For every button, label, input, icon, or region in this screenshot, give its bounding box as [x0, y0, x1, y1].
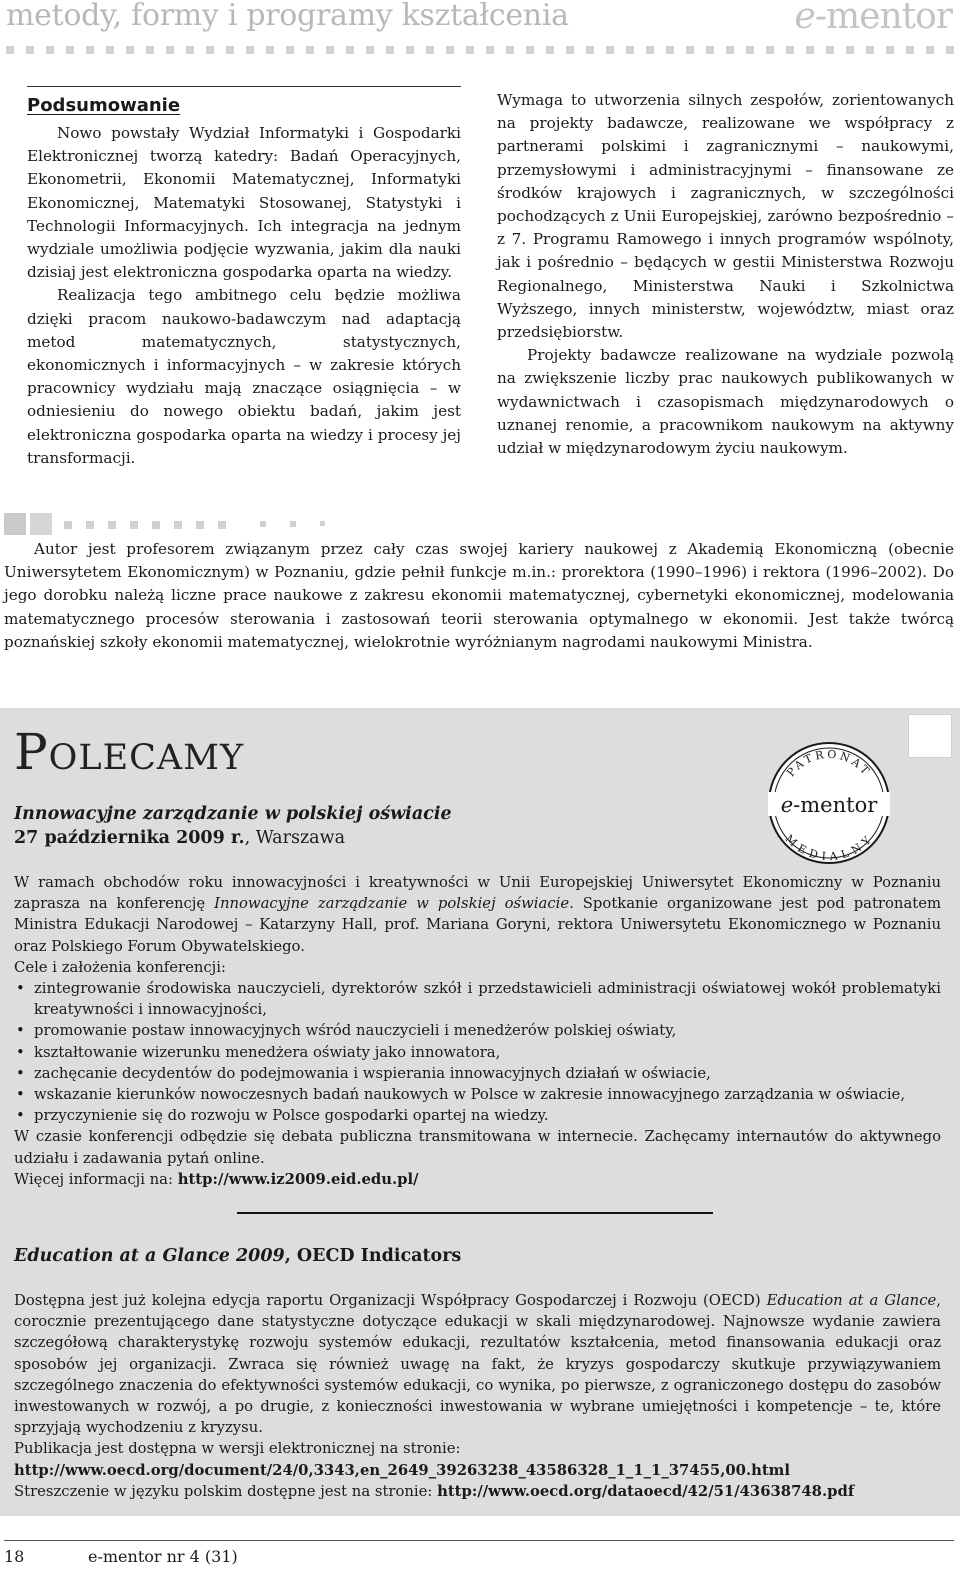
decor-dot: [320, 521, 325, 526]
brand-logo-e: e: [794, 0, 815, 37]
media-patronage-badge-graphic: [766, 740, 892, 866]
decor-square: [4, 513, 26, 535]
summary-paragraph-1: Nowo powstały Wydział Informatyki i Gospodarki Elektronicznej tworzą katedry: Badań Operacyjnych, Ekonometrii, Ekonomii Matematycznej, Informatyki Ekonomicznej, Matematyki Stosowanej, Statystyki i Technologii Informacyjnych. Ich integracja na jednym wydziale umożliwia podjęcie wyzwania, jakim dla nauki dzisiaj jest elektroniczna gospodarka oparta na wiedzy.: [27, 124, 461, 282]
decor-dot: [174, 521, 182, 529]
publication-summary-line: [14, 1481, 941, 1502]
event-intro-a: W ramach obchodów roku innowacyjności i kreatywności w Unii Europejskiej Uniwersytet Ekonomiczny w Poznaniu zaprasza na konferencję: [14, 874, 941, 913]
footer-rule: [4, 1540, 954, 1541]
decorative-dots-row: [6, 46, 956, 54]
event-name: Innowacyjne zarządzanie w polskiej oświacie: [14, 804, 452, 824]
publication-text-title: Education at a Glance: [766, 1292, 937, 1309]
publication-url-link[interactable]: http://www.oecd.org/document/24/0,3343,en_2649_39263238_43586328_1_1_1_37455,00.html: [14, 1461, 790, 1479]
event-more-label: Więcej informacji na:: [14, 1170, 178, 1188]
summary-heading: Podsumowanie: [27, 95, 181, 116]
publication-body: [14, 1290, 941, 1438]
section-divider: [237, 1212, 713, 1214]
summary-right-column: [497, 89, 954, 460]
publication-description: [14, 1290, 941, 1502]
list-item: • zintegrowanie środowiska nauczycieli, dyrektorów szkół i przedstawicieli administracji oświatowej wokół problematyki kreatywności i innowacyjności,: [14, 978, 941, 1020]
badge-bottom-text: MEDIALNY: [782, 832, 876, 864]
decor-dot: [196, 521, 204, 529]
decor-dot: [218, 521, 226, 529]
section-title: metody, formy i programy kształcenia: [6, 0, 569, 33]
event-goals-list: [14, 978, 941, 1126]
event-date-sep: ,: [244, 828, 251, 848]
event-title: [14, 802, 452, 850]
decor-square: [30, 513, 52, 535]
badge-top-text: PATRONAT: [784, 747, 874, 780]
event-outro: W czasie konferencji odbędzie się debata publiczna transmitowana w internecie. Zachęcamy internautów do aktywnego udziału i zadawania pytań online.: [14, 1128, 941, 1167]
publication-text-b: , corocznie prezentującego dane statystyczne dotyczące edukacji w skali międzynarodowej. Najnowsze wydanie zawiera szczegółową charakterystykę rozwoju systemów edukacji, rezultatów kształcenia, metod finansowania edukacji oraz sposobów jej organizacji. Zwraca się również uwagę na fakt, że kryzys gospodarczy skutkuje przywiązywaniem szczególnego znaczenia do efektywności systemów edukacji, co wynika, po pierwsze, z ograniczonego dostępu do zasobów inwestowanych w rozwój, a po drugie, z konieczności inwestowania w wybrane umiejętności i kompetencje – te, które sprzyjają wychodzeniu z kryzysu.: [14, 1292, 941, 1437]
event-date: 27 października 2009 r.: [14, 828, 245, 848]
summary-paragraph-3: Wymaga to utworzenia silnych zespołów, zorientowanych na projekty badawcze, realizowane we współpracy z partnerami polskimi i zagranicznymi – naukowymi, przemysłowymi i administracyjnymi – finansowane ze środków krajowych i zagranicznych, w szczególności pochodzących z Unii Europejskiej, zarówno bezpośrednio – z 7. Programu Ramowego i innych programów wspólnoty, jak i pośrednio – będących w gestii Ministerstwa Rozwoju Regionalnego, Ministerstwa Nauki i Szkolnictwa Wyższego, innych ministerstw, województw, miast oraz przedsiębiorstw.: [497, 91, 954, 342]
list-item: • promowanie postaw innowacyjnych wśród nauczycieli i menedżerów polskiej oświaty,: [14, 1020, 941, 1041]
decor-dot: [260, 521, 266, 527]
publication-text-a: Dostępna jest już kolejna edycja raportu Organizacji Współpracy Gospodarczej i Rozwoju (OECD): [14, 1292, 767, 1309]
badge-brand-text: e-mentor: [780, 793, 878, 817]
publication-title-italic: Education at a Glance 2009: [14, 1246, 285, 1266]
decor-dot: [130, 521, 138, 529]
decor-dot: [152, 521, 160, 529]
publication-summary-label: Streszczenie w języku polskim dostępne jest na stronie:: [14, 1482, 438, 1500]
event-goals-label: Cele i założenia konferencji:: [14, 958, 226, 976]
page-footer: [4, 1546, 238, 1568]
corner-square-decoration: [908, 714, 952, 758]
decor-dot: [108, 521, 116, 529]
author-bio-text: Autor jest profesorem związanym przez cały czas swojej kariery naukowej z Akademią Ekonomiczną (obecnie Uniwersytetem Ekonomicznym) w Poznaniu, gdzie pełnił funkcje m.in.: prorektora (1990–1996) i rektora (1996–2002). Do jego dorobku należą liczne prace naukowe z zakresu ekonomii matematycznej, cybernetyki ekonomicznej, modelowania matematycznego procesów sterowania i zastosowań teorii sterowania optymalnego w ekonomii. Jest także twórcą poznańskiej szkoły ekonomii matematycznej, wielokrotnie wyróżnianym nagrodami naukowymi Ministra.: [4, 540, 954, 651]
decor-dot: [64, 521, 72, 529]
list-item: • wskazanie kierunków nowoczesnych badań naukowych w Polsce w zakresie innowacyjnego zarządzania w oświacie,: [14, 1084, 941, 1105]
event-intro: [14, 872, 941, 957]
summary-paragraph-4: Projekty badawcze realizowane na wydziale pozwolą na zwiększenie liczby prac naukowych publikowanych w wydawnictwach i czasopismach międzynarodowych o uznanej renomie, a pracownikom naukowym na aktywny udział w międzynarodowym życiu naukowym.: [497, 346, 954, 458]
event-intro-title: Innowacyjne zarządzanie w polskiej oświacie: [214, 895, 570, 913]
summary-left-column: [27, 86, 461, 470]
list-item: • kształtowanie wizerunku menedżera oświaty jako innowatora,: [14, 1042, 941, 1063]
page-number: 18: [4, 1547, 25, 1566]
brand-logo-rest: -mentor: [814, 0, 952, 37]
issue-label: e-mentor nr 4 (31): [88, 1547, 238, 1566]
publication-title-rest: , OECD Indicators: [284, 1246, 462, 1266]
event-description: [14, 872, 941, 1190]
decor-dot: [290, 521, 296, 527]
summary-paragraph-2: Realizacja tego ambitnego celu będzie możliwa dzięki pracom naukowo-badawczym nad adaptacją metod matematycznych, statystycznych, ekonomicznych i informacyjnych – w zakresie których pracownicy wydziału mają znaczące osiągnięcia – w odniesieniu do nowego obiektu badań, jakim jest elektroniczna gospodarka oparta na wiedzy i procesy jej transformacji.: [27, 286, 461, 467]
list-item: • przyczynienie się do rozwoju w Polsce gospodarki opartej na wiedzy.: [14, 1105, 941, 1126]
event-url-link[interactable]: http://www.iz2009.eid.edu.pl/: [177, 1170, 419, 1188]
page-header: [0, 0, 960, 60]
publication-online-label: Publikacja jest dostępna w wersji elektronicznej na stronie:: [14, 1440, 461, 1458]
event-more-info: [14, 1169, 941, 1190]
publication-summary-link[interactable]: http://www.oecd.org/dataoecd/42/51/43638748.pdf: [437, 1482, 855, 1500]
recommend-heading: Polecamy: [14, 723, 245, 781]
media-patronage-badge: [766, 740, 892, 866]
author-bio: [4, 538, 954, 654]
decor-dot: [86, 521, 94, 529]
event-city: Warszawa: [250, 828, 346, 848]
brand-logo: [795, 0, 952, 37]
publication-title: [14, 1244, 461, 1268]
event-intro-b: . Spotkanie organizowane jest pod patronatem Ministra Edukacji Narodowej – Katarzyny Hall, prof. Mariana Goryni, rektora Uniwersytetu Ekonomicznego w Poznaniu oraz Polskiego Forum Obywatelskiego.: [14, 895, 941, 955]
event-date-line: [14, 826, 452, 850]
list-item: • zachęcanie decydentów do podejmowania i wspierania innowacyjnych działań w oświacie,: [14, 1063, 941, 1084]
